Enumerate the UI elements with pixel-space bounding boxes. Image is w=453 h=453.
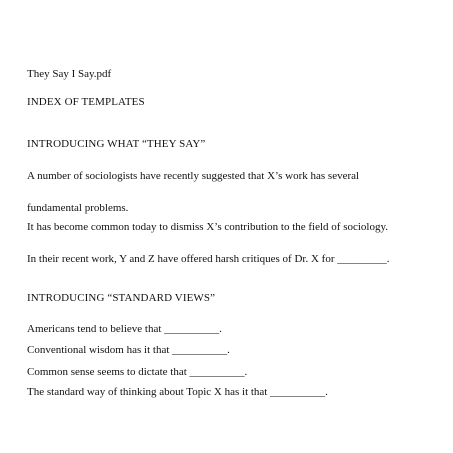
- section-heading-they-say: INTRODUCING WHAT “THEY SAY”: [27, 138, 206, 150]
- template-item: Americans tend to believe that __________.: [27, 323, 222, 335]
- index-heading: INDEX OF TEMPLATES: [27, 96, 145, 108]
- template-item: fundamental problems.: [27, 202, 129, 214]
- template-item: Conventional wisdom has it that __________.: [27, 344, 230, 356]
- document-filename: They Say I Say.pdf: [27, 68, 112, 80]
- template-item: The standard way of thinking about Topic X has it that __________.: [27, 386, 328, 398]
- section-heading-standard-views: INTRODUCING “STANDARD VIEWS”: [27, 292, 216, 304]
- template-item: A number of sociologists have recently suggested that X’s work has several: [27, 170, 360, 182]
- template-item: In their recent work, Y and Z have offered harsh critiques of Dr. X for _________.: [27, 253, 390, 265]
- template-item: Common sense seems to dictate that __________.: [27, 366, 248, 378]
- template-item: It has become common today to dismiss X’s contribution to the field of sociology.: [27, 221, 389, 233]
